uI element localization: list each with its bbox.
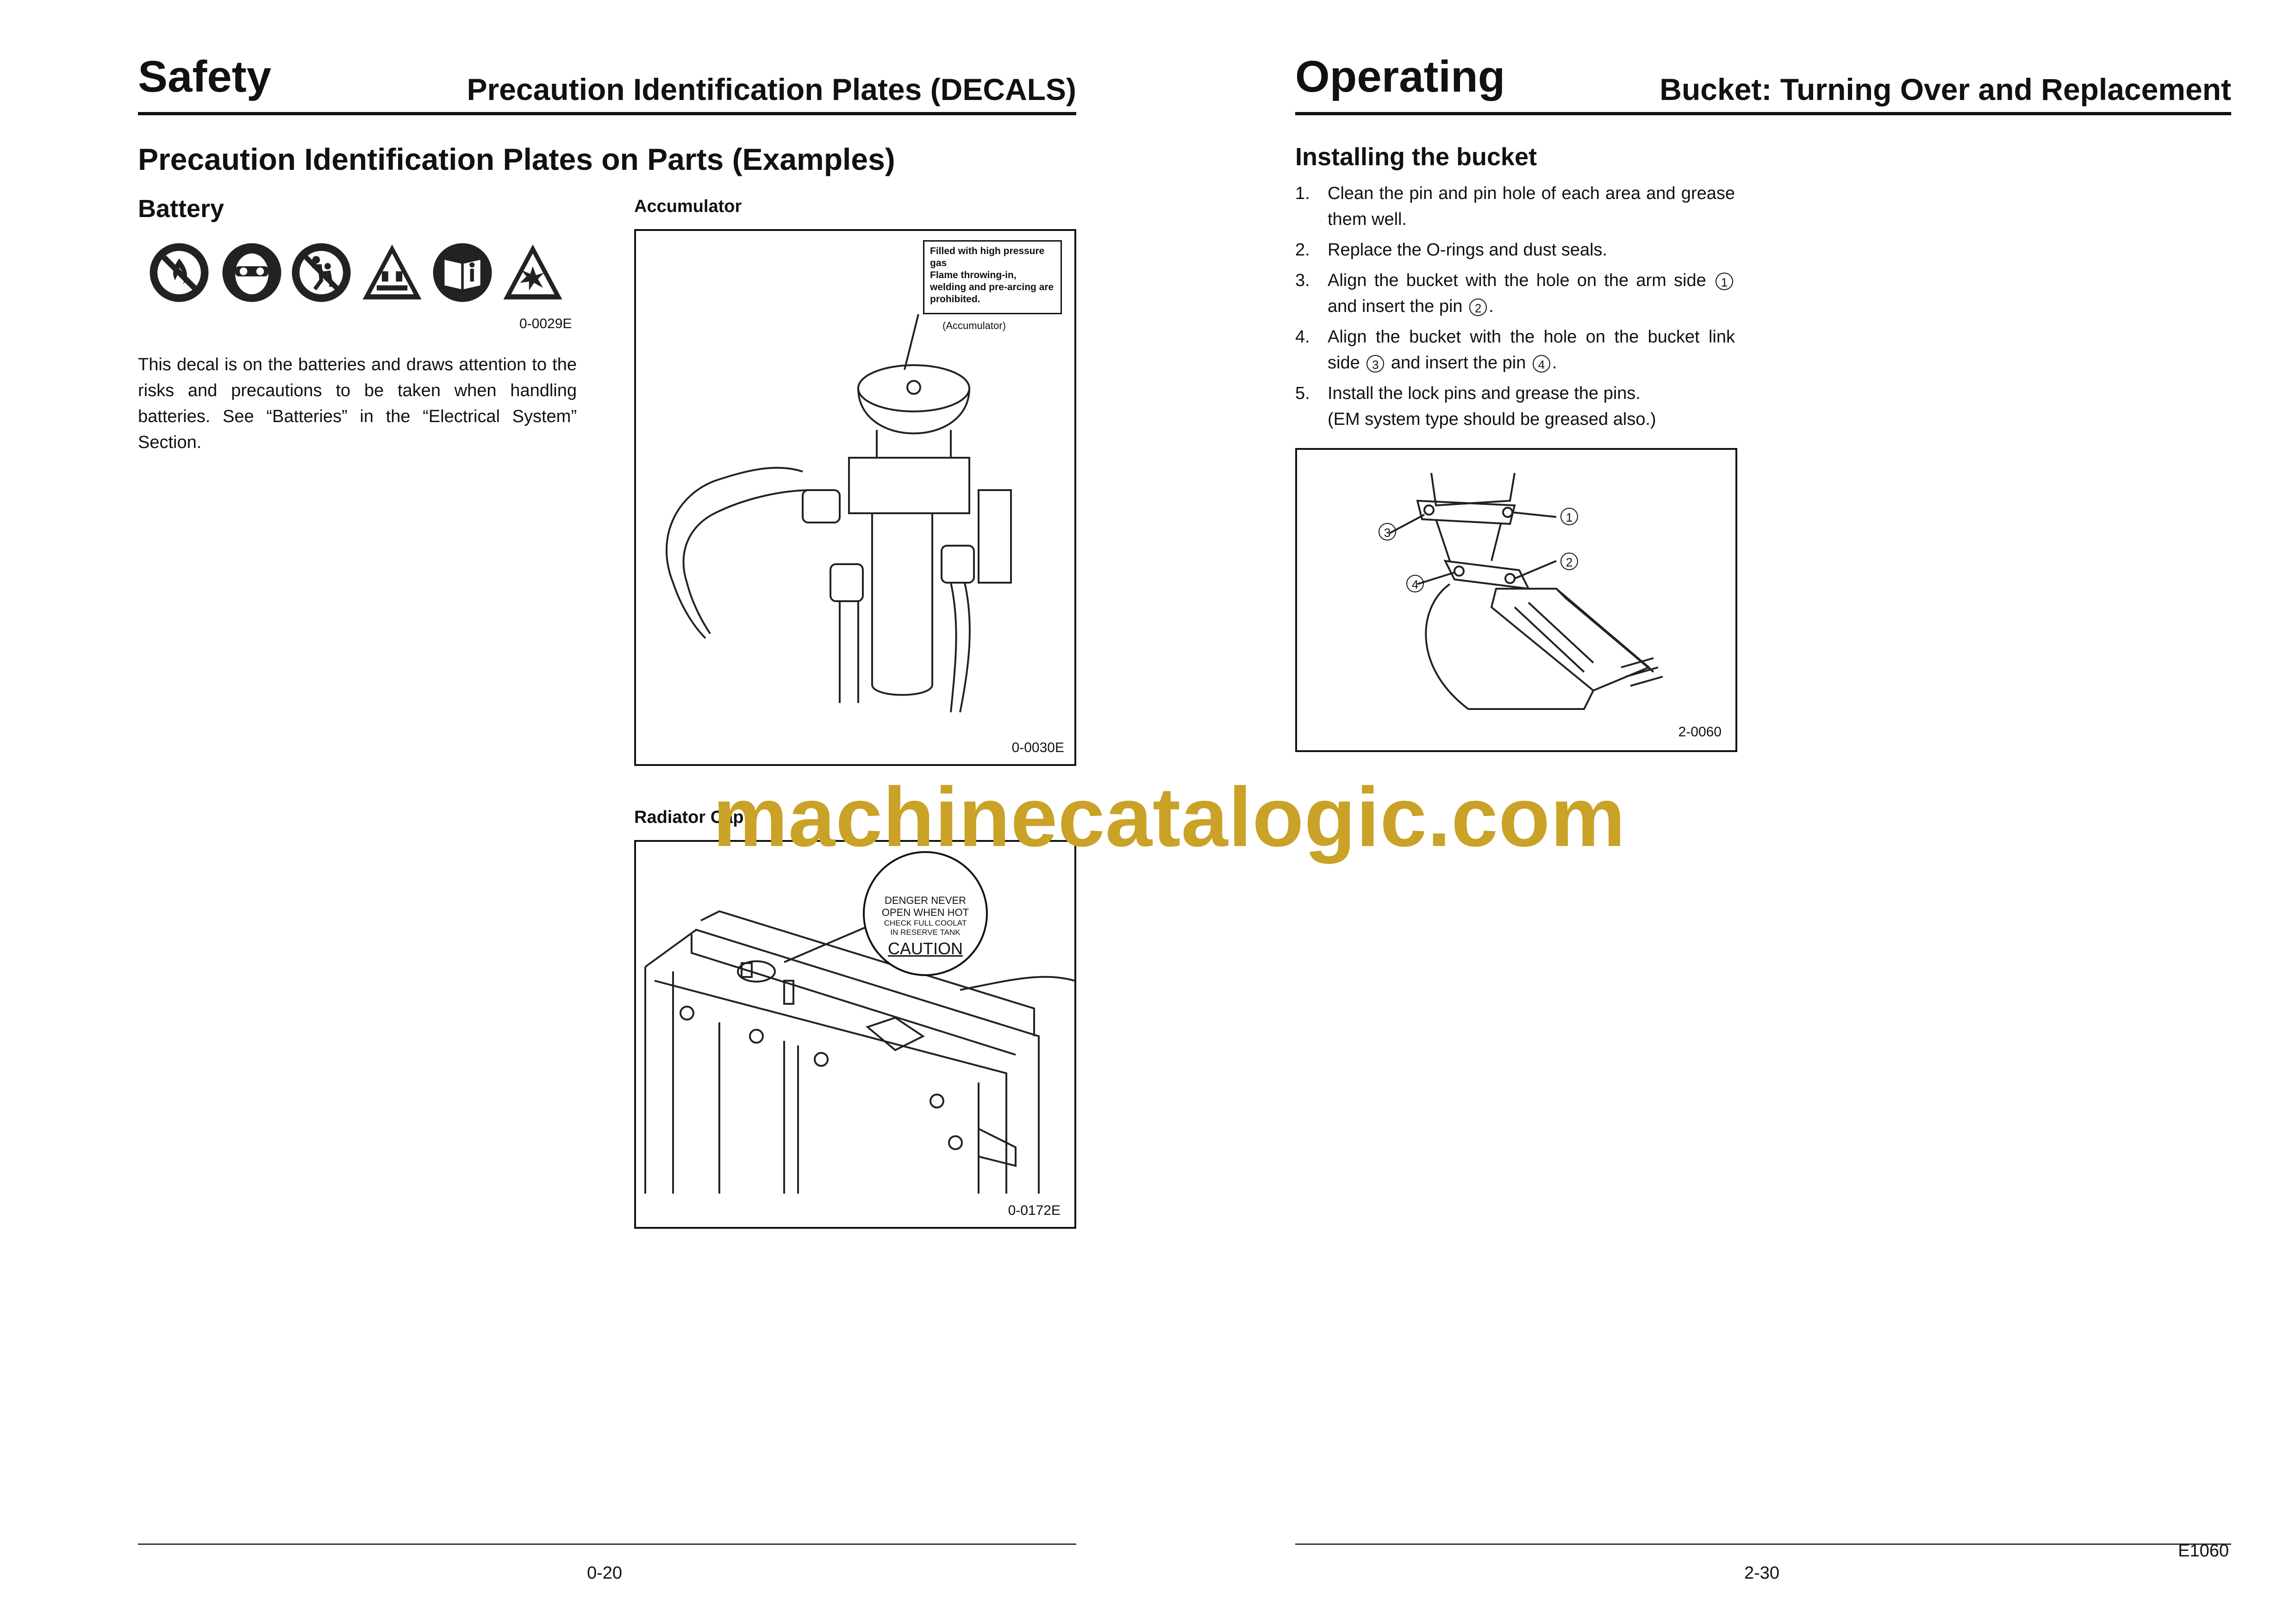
figure-label-3: 3 [1379,523,1396,541]
accumulator-drawing [636,231,1074,764]
step-1: 1. Clean the pin and pin hole of each area and grease them well. [1295,184,1735,229]
radiator-decal [863,851,988,976]
step-2: 2. Replace the O-rings and dust seals. [1295,240,1608,260]
left-section-title: Safety [138,52,272,101]
model-code: E1060 [2178,1541,2229,1561]
accumulator-label: Accumulator [634,197,742,216]
bucket-drawing [1297,450,1735,750]
callout-3: 3 [1366,355,1384,373]
installation-steps [1295,180,1735,437]
read-manual-icon [430,241,494,305]
accumulator-figure-code: 0-0030E [1011,740,1064,755]
figure-label-2: 2 [1560,553,1578,570]
left-header-rule [138,112,1076,115]
watermark: machinecatalogic.com [713,770,1626,864]
step-4: 4. Align the bucket with the hole on the bucket link side 3 and insert the pin 4 . [1295,327,1735,373]
step-5: 5. Install the lock pins and grease the pins. (EM system type should be greased also.) [1295,384,1656,429]
acid-warning-icon [360,241,424,305]
right-header-rule [1295,112,2231,115]
step-3: 3. Align the bucket with the hole on the arm side 1 and insert the pin 2 . [1295,268,1735,319]
radiator-decal-caution: CAUTION [888,939,963,958]
battery-figure-code: 0-0029E [519,316,572,331]
keep-children-away-icon [289,241,353,305]
no-fire-icon [147,241,211,305]
left-section-subtitle: Precaution Identification Plates (DECALS) [467,72,1076,106]
radiator-label: Radiator Cap [634,808,744,827]
left-page-heading: Precaution Identification Plates on Parts (Examples) [138,142,895,176]
explosion-warning-icon [501,241,565,305]
radiator-figure-code: 0-0172E [1008,1203,1061,1218]
bucket-figure-code: 2-0060 [1678,724,1722,740]
right-footer-rule [1295,1543,2231,1545]
radiator-figure [634,840,1076,1229]
left-page-number: 0-20 [587,1563,623,1583]
radiator-decal-line-2: OPEN WHEN HOT [881,907,969,918]
radiator-decal-line-1: DENGER NEVER [884,895,967,906]
right-page-number: 2-30 [1744,1563,1780,1583]
accumulator-caption: (Accumulator) [942,320,1006,331]
radiator-decal-line-3: CHECK FULL COOLAT [884,919,967,927]
bucket-figure [1295,448,1737,752]
left-footer-rule [138,1543,1076,1545]
eye-protection-icon [220,241,284,305]
radiator-drawing [636,842,1074,1227]
battery-description: This decal is on the batteries and draws attention to the risks and precautions to be taken when handling batteries. See “Batteries” in the “Electrical System” Section. [138,355,577,452]
figure-label-4: 4 [1406,575,1424,592]
right-section-subtitle: Bucket: Turning Over and Replacement [1660,72,2231,106]
radiator-decal-line-4: IN RESERVE TANK [890,928,961,937]
callout-4: 4 [1533,355,1550,373]
accumulator-decal: Filled with high pressure gas Flame throwing-in, welding and pre-arcing are prohibited. [923,240,1062,314]
right-page-heading: Installing the bucket [1295,143,1537,171]
right-section-title: Operating [1295,52,1505,101]
callout-1: 1 [1716,273,1733,290]
figure-label-1: 1 [1560,508,1578,525]
accumulator-figure [634,229,1076,766]
battery-title: Battery [138,195,225,223]
callout-2: 2 [1469,299,1487,316]
